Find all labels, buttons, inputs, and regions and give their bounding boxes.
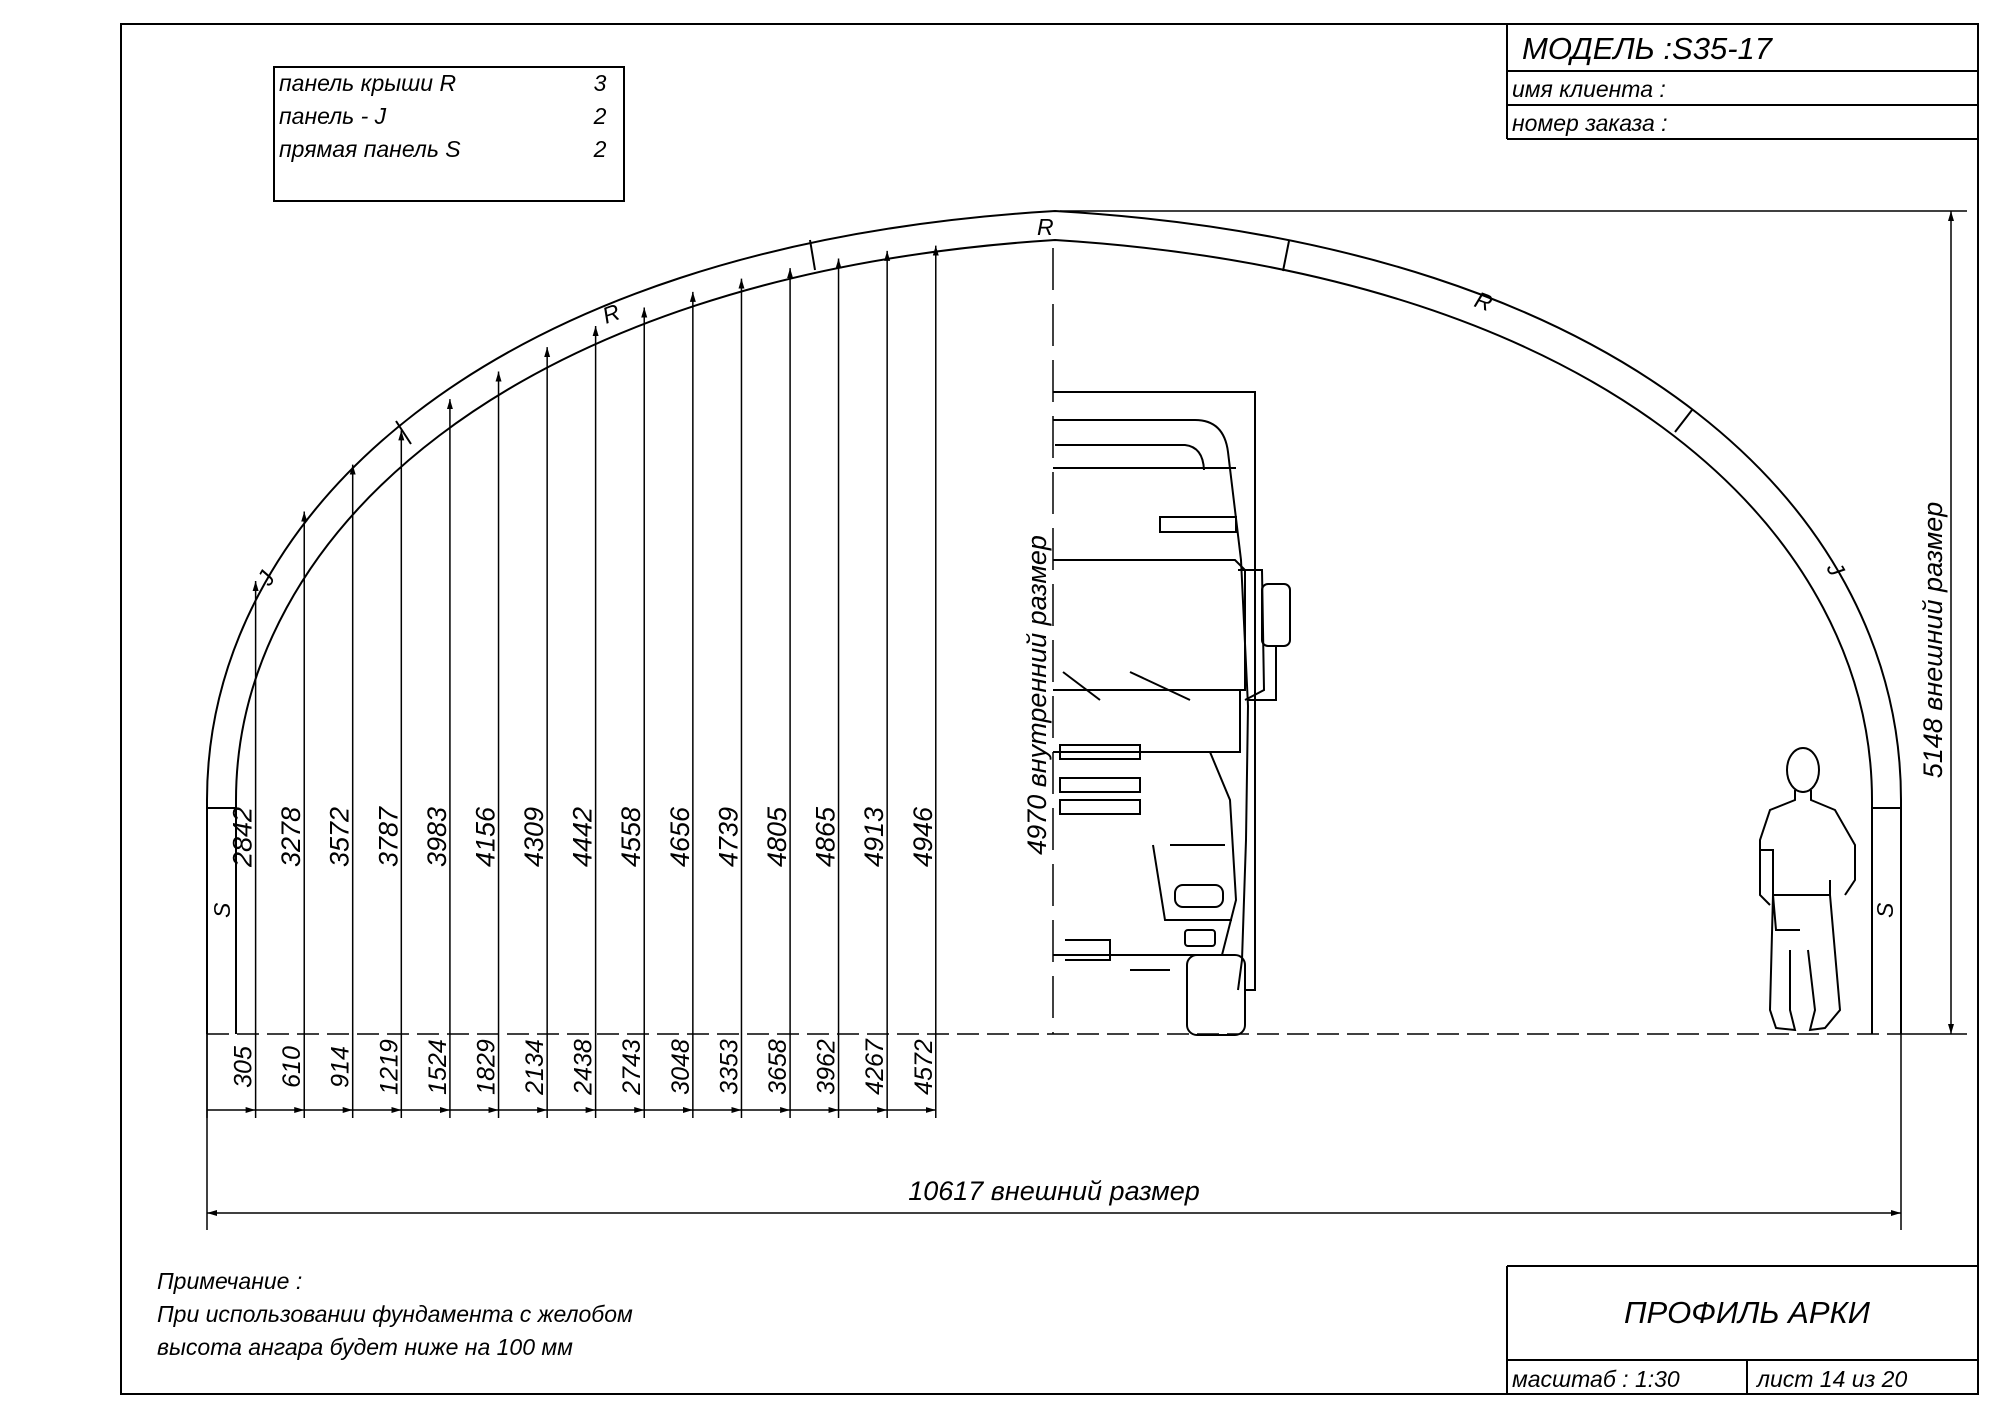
arch — [207, 211, 1901, 1034]
station-distance-label: 2134 — [521, 1039, 550, 1095]
station-height-label: 3983 — [421, 806, 452, 868]
panel-table-count: 2 — [593, 136, 607, 162]
station-distance-label: 3658 — [764, 1039, 793, 1095]
station-height-label: 4442 — [567, 806, 598, 868]
panel-table-count: 3 — [593, 70, 607, 96]
station-height-label: 3278 — [276, 806, 307, 868]
station-distance-label: 3353 — [715, 1039, 744, 1095]
panel-table-name: прямая панель S — [279, 136, 461, 162]
segment-label-s-right: S — [1872, 902, 1898, 918]
order-number-label: номер заказа : — [1512, 110, 1668, 136]
station-height-label: 4865 — [810, 806, 841, 868]
station-distance-label: 2438 — [569, 1039, 598, 1095]
station-distance-label: 4267 — [861, 1039, 890, 1095]
segment-label-r-top: R — [1037, 214, 1054, 240]
panel-table-rows — [279, 70, 607, 162]
scale-label: масштаб : 1:30 — [1512, 1366, 1680, 1392]
inner-height-label: 4970 внутренний размер — [1022, 535, 1052, 855]
panel-table-count: 2 — [593, 103, 607, 129]
sheet-label: лист 14 из 20 — [1757, 1366, 1908, 1392]
note-heading: Примечание : — [157, 1268, 303, 1294]
station-distance-label: 305 — [229, 1046, 258, 1088]
station-height-label: 4656 — [664, 806, 695, 868]
station-distance-label: 3962 — [812, 1039, 841, 1095]
station-height-label: 4913 — [859, 806, 890, 868]
model-label: МОДЕЛЬ :S35-17 — [1522, 31, 1772, 66]
station-height-label: 3572 — [324, 806, 355, 868]
station-distance-label: 1829 — [472, 1039, 501, 1095]
station-distance-label: 1219 — [375, 1039, 404, 1095]
truck-illustration — [1053, 392, 1290, 1035]
station-height-label: 4309 — [519, 806, 550, 868]
station-distance-label: 1524 — [423, 1039, 452, 1095]
station-dimensions — [207, 246, 938, 1118]
station-height-label: 4156 — [470, 806, 501, 868]
station-height-label: 4739 — [713, 806, 744, 868]
station-height-label: 4805 — [762, 806, 793, 868]
panel-table-name: панель - J — [279, 103, 387, 129]
station-height-label: 4558 — [616, 806, 647, 868]
panel-table-name: панель крыши R — [279, 70, 457, 96]
station-height-label: 4946 — [907, 806, 938, 868]
segment-label-r-left: R — [598, 298, 624, 329]
station-distance-label: 2743 — [618, 1039, 647, 1095]
station-distance-label: 4572 — [909, 1039, 938, 1095]
note-line-2: высота ангара будет ниже на 100 мм — [157, 1334, 573, 1360]
segment-label-j-left: J — [251, 566, 281, 590]
drawing-title: ПРОФИЛЬ АРКИ — [1624, 1295, 1870, 1330]
outer-height-label: 5148 внешний размер — [1918, 501, 1948, 779]
segment-label-j-right: J — [1821, 557, 1850, 581]
segment-label-s-left: S — [209, 902, 235, 918]
station-distance-label: 610 — [278, 1046, 307, 1088]
client-name-label: имя клиента : — [1512, 76, 1666, 102]
segment-label-r-right: R — [1471, 286, 1496, 317]
note-line-1: При использовании фундамента с желобом — [157, 1301, 633, 1327]
station-height-label: 3787 — [373, 806, 404, 868]
station-distance-label: 3048 — [666, 1039, 695, 1095]
outer-width-label: 10617 внешний размер — [908, 1176, 1200, 1206]
station-distance-label: 914 — [326, 1046, 355, 1088]
station-height-label: 2842 — [227, 806, 258, 868]
person-illustration — [1760, 748, 1855, 1030]
